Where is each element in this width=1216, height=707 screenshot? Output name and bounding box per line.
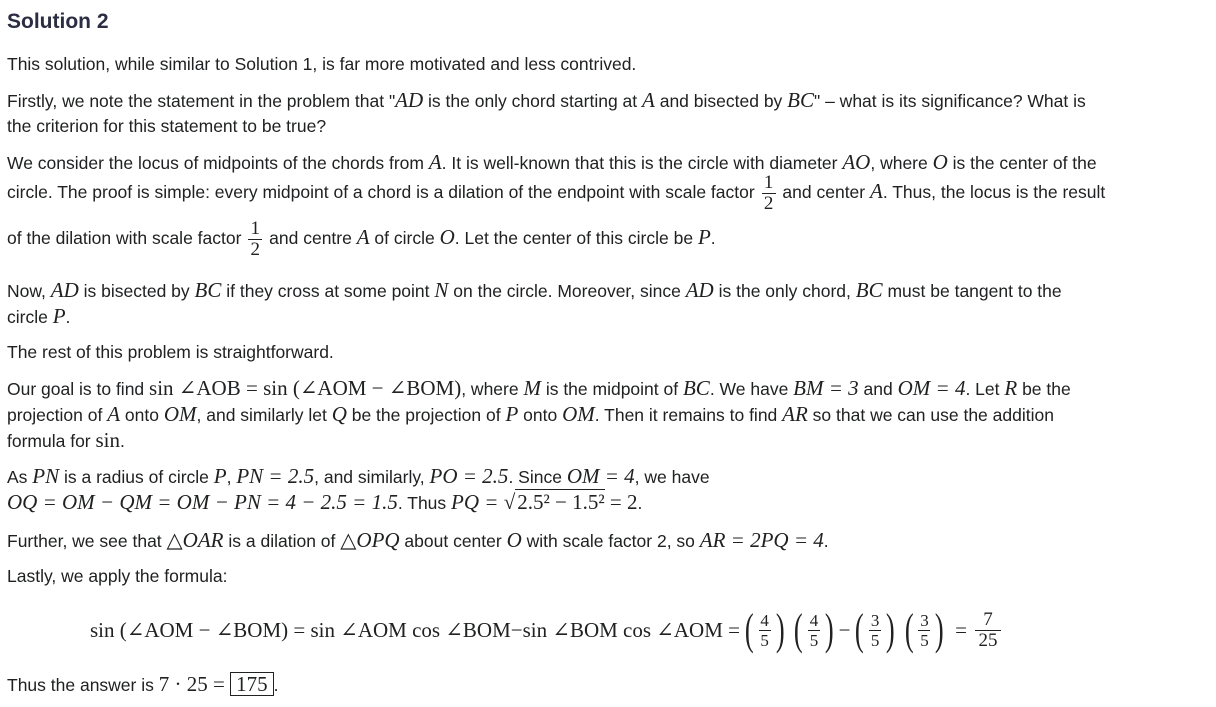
- fraction-4-5: ( $\frac{4}{5}$ ): [794, 605, 834, 654]
- fraction-one-half: $\frac{1}{2}$: [762, 174, 776, 213]
- fraction-3-5: ( $\frac{3}{5}$ ): [855, 605, 895, 654]
- paragraph-straightforward: The rest of this problem is straightforward.: [7, 342, 334, 362]
- paragraph-goal-line3: formula for sin.: [7, 428, 125, 452]
- boxed-answer: 175: [230, 672, 274, 696]
- solution-heading: Solution 2: [7, 10, 109, 33]
- paragraph-locus-line3: of the dilation with scale factor $\frac{1}{2}$ and centre A of circle O. Let the center of this circle be P.: [7, 218, 716, 260]
- formula-lhs: sin (∠AOM − ∠BOM) = sin ∠AOM cos ∠BOM−sin ∠BOM cos ∠AOM =: [90, 617, 740, 642]
- paragraph-significance-cont: the criterion for this statement to be true?: [7, 116, 327, 136]
- paragraph-goal-line2: projection of A onto OM, and similarly let Q be the projection of P onto OM. Then it remains to find AR so that we can use the addition: [7, 402, 1054, 426]
- display-formula: [90, 600, 1003, 660]
- paragraph-significance: Firstly, we note the statement in the problem that "AD is the only chord starting at A and bisected by BC" – what is its significance? What is: [7, 88, 1086, 112]
- paragraph-tangent-cont: circle P.: [7, 304, 71, 328]
- formula-minus: −: [838, 617, 851, 642]
- paragraph-locus: We consider the locus of midpoints of the chords from A. It is well-known that this is the circle with diameter AO, where O is the center of the: [7, 150, 1097, 174]
- paragraph-lastly: Lastly, we apply the formula:: [7, 566, 228, 586]
- fraction-4-5: ( $\frac{4}{5}$ ): [744, 605, 785, 654]
- fraction-3-5: ( $\frac{3}{5}$ ): [904, 605, 945, 654]
- paragraph-locus-line2: circle. The proof is simple: every midpoint of a chord is a dilation of the endpoint with scale factor $\frac{1}{2}$ and center A. Thus, the locus is the result: [7, 172, 1106, 214]
- paragraph-tangent: Now, AD is bisected by BC if they cross at some point N on the circle. Moreover, since AD is the only chord, BC must be tangent to the: [7, 278, 1062, 302]
- formula-equals: =: [955, 617, 967, 642]
- paragraph-radius: As PN is a radius of circle P, PN = 2.5, and similarly, PO = 2.5. Since OM = 4, we have: [7, 464, 710, 488]
- fraction-one-half: $\frac{1}{2}$: [248, 220, 262, 259]
- paragraph-goal: Our goal is to find sin ∠AOB = sin (∠AOM − ∠BOM), where M is the midpoint of BC. We have BM = 3 and OM = 4. Let R be the: [7, 376, 1071, 400]
- intro-paragraph: This solution, while similar to Solution 1, is far more motivated and less contrived.: [7, 54, 637, 74]
- fraction-7-25: $\frac{7}{25}$: [975, 611, 1001, 650]
- paragraph-answer: Thus the answer is 7 · 25 = 175 .: [7, 672, 279, 696]
- paragraph-dilation: Further, we see that △OAR is a dilation of △OPQ about center O with scale factor 2, so AR = 2PQ = 4.: [7, 528, 829, 552]
- paragraph-radius-line2: OQ = OM − QM = OM − PN = 4 − 2.5 = 1.5. Thus PQ = √2.5² − 1.5² = 2.: [7, 490, 643, 514]
